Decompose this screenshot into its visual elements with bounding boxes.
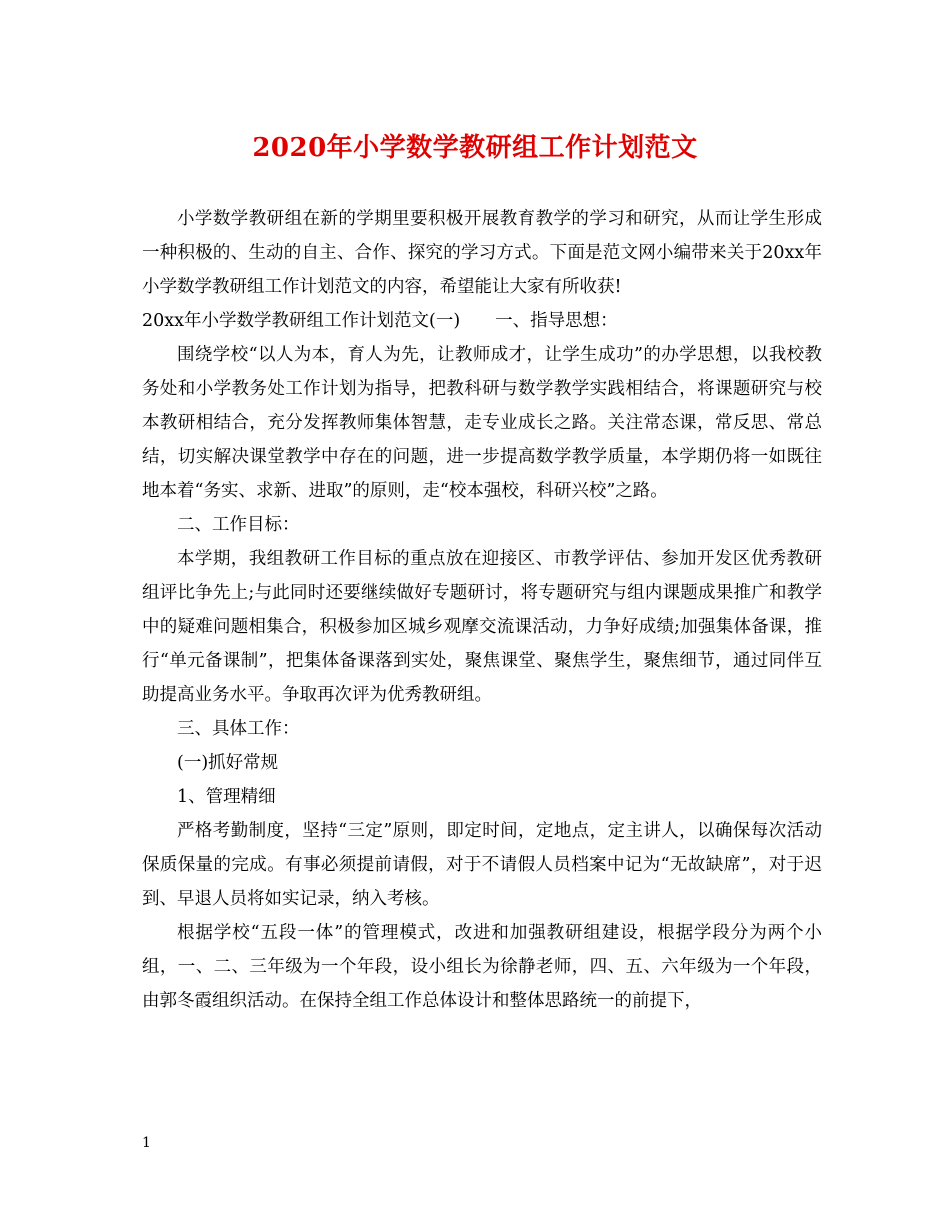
paragraph-attendance: 严格考勤制度，坚持“三定”原则，即定时间，定地点，定主讲人，以确保每次活动保质保量的完成。有事必须提前请假，对于不请假人员档案中记为“无故缺席”，对于迟到、早退人员将如实记录，纳入考核。 [142, 821, 822, 909]
paragraph-intro: 小学数学教研组在新的学期里要积极开展教育教学的学习和研究，从而让学生形成一种积极的、生动的自主、合作、探究的学习方式。下面是范文网小编带来关于20xx年小学数学教研组工作计划范文的内容，希望能让大家有所收获! [142, 209, 822, 297]
heading-work-goals: 二、工作目标： [177, 515, 300, 535]
paragraph-section-heading: 20xx年小学数学教研组工作计划范文(一) 一、指导思想： [142, 311, 618, 331]
paragraph-management-mode: 根据学校“五段一体”的管理模式，改进和加强教研组建设，根据学段分为两个小组，一、二、三年级为一个年段，设小组长为徐静老师，四、五、六年级为一个年段，由郭冬霞组织活动。在保持全组工作总体设计和整体思路统一的前提下， [142, 923, 822, 1011]
page-number: 1 [142, 1135, 151, 1151]
heading-routine: (一)抓好常规 [177, 753, 279, 773]
heading-fine-management: 1、管理精细 [177, 787, 276, 807]
document-body [142, 202, 822, 1018]
document-title: 2020年小学数学教研组工作计划范文 [252, 133, 698, 163]
paragraph-guiding-thought: 围绕学校“以人为本，育人为先，让教师成才，让学生成功”的办学思想，以我校教务处和小学教务处工作计划为指导，把教科研与数学教学实践相结合，将课题研究与校本教研相结合，充分发挥教师集体智慧，走专业成长之路。关注常态课，常反思、常总结，切实解决课堂教学中存在的问题，进一步提高数学教学质量，本学期仍将一如既往地本着“务实、求新、进取”的原则，走“校本强校，科研兴校”之路。 [142, 345, 822, 501]
heading-specific-work: 三、具体工作： [177, 719, 300, 739]
paragraph-work-goals: 本学期，我组教研工作目标的重点放在迎接区、市教学评估、参加开发区优秀教研组评比争先上;与此同时还要继续做好专题研讨，将专题研究与组内课题成果推广和教学中的疑难问题相集合，积极参加区城乡观摩交流课活动，力争好成绩;加强集体备课，推行“单元备课制”，把集体备课落到实处，聚焦课堂、聚焦学生，聚焦细节，通过同伴互助提高业务水平。争取再次评为优秀教研组。 [142, 549, 822, 705]
